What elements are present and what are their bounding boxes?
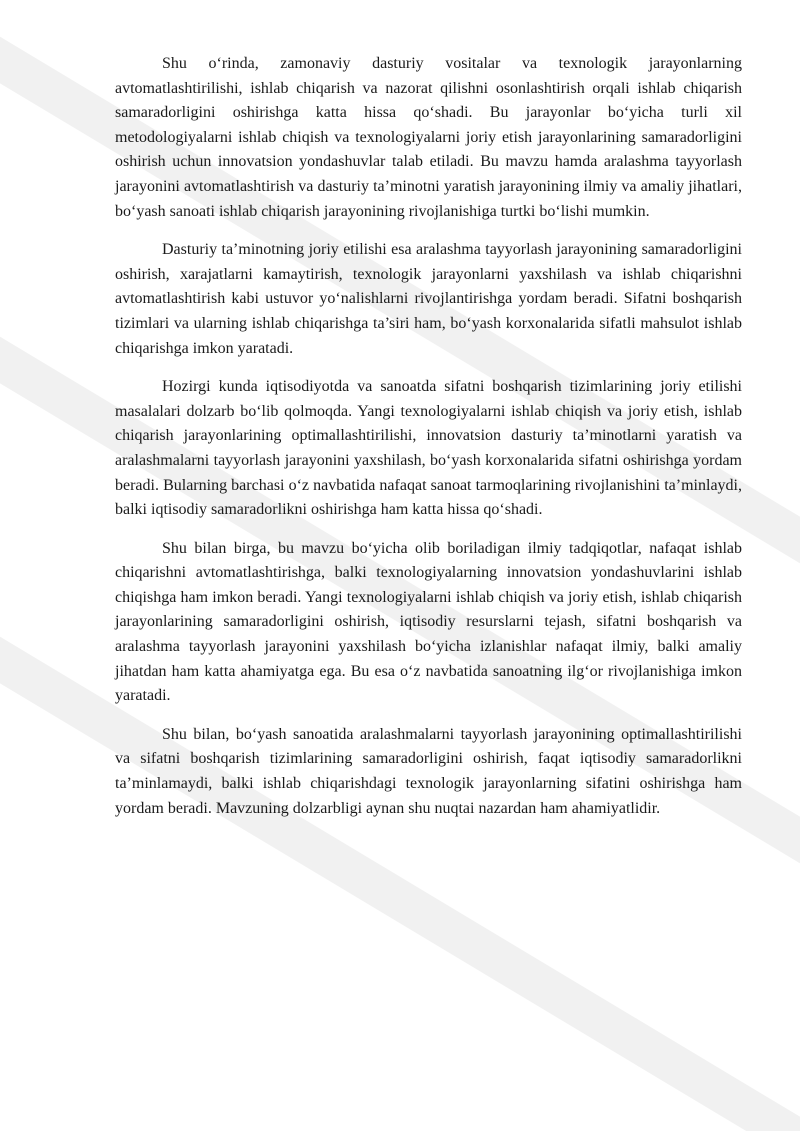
paragraph: Shu bilan birga, bu mavzu bo‘yicha olib boriladigan ilmiy tadqiqotlar, nafaqat ishlab chiqarishni avtomatlashtirishga, balki texnologiyalarning innovatsion yondashuvlarini ishlab chiqishga ham imkon beradi. Yangi texnologiyalarni ishlab chiqish va joriy etish, ishlab chiqarish jarayonlarining samaradorligini oshirish, iqtisodiy resurslarni tejash, sifatni boshqarish va aralashma tayyorlash jarayonini yaxshilash bo‘yicha izlanishlar nafaqat ilmiy, balki amaliy jihatdan ham katta ahamiyatga ega. Bu esa o‘z navbatida sanoatning ilg‘or rivojlanishiga imkon yaratadi.: [115, 539, 742, 705]
paragraph: Dasturiy ta’minotning joriy etilishi esa aralashma tayyorlash jarayonining samaradorligini oshirish, xarajatlarni kamaytirish, texnologik jarayonlarni yaxshilash va ishlab chiqarishni avtomatlashtirish kabi ustuvor yo‘nalishlarni rivojlantirishga yordam beradi. Sifatni boshqarish tizimlari va ularning ishlab chiqarishga ta’siri ham, bo‘yash korxonalarida sifatli mahsulot ishlab chiqarishga imkon yaratadi.: [115, 241, 742, 357]
paragraph: Hozirgi kunda iqtisodiyotda va sanoatda sifatni boshqarish tizimlarining joriy etilishi masalalari dolzarb bo‘lib qolmoqda. Yangi texnologiyalarni ishlab chiqish va joriy etish, ishlab chiqarish jarayonlarining optimallashtirilishi, innovatsion dasturiy ta’minotlarni yaratish va aralashmalarni tayyorlash jarayonini yaxshilash, bo‘yash korxonalarida sifatni oshirishga yordam beradi. Bularning barchasi o‘z navbatida nafaqat sanoat tarmoqlarining rivojlanishini ta’minlaydi, balki iqtisodiy samaradorlikni oshirishga ham katta hissa qo‘shadi.: [115, 378, 742, 519]
document-page: [115, 52, 742, 835]
paragraph: Shu bilan, bo‘yash sanoatida aralashmalarni tayyorlash jarayonining optimallashtirilishi va sifatni boshqarish tizimlarining samaradorligini oshirish, faqat iqtisodiy samaradorlikni ta’minlamaydi, balki ishlab chiqarishdagi texnologik jarayonlarning sifatini oshirishga ham yordam beradi. Mavzuning dolzarbligi aynan shu nuqtai nazardan ham ahamiyatlidir.: [115, 725, 742, 817]
paragraph: Shu o‘rinda, zamonaviy dasturiy vositalar va texnologik jarayonlarning avtomatlashtirilishi, ishlab chiqarish va nazorat qilishni osonlashtirish orqali ishlab chiqarish samaradorligini oshirishga katta hissa qo‘shadi. Bu jarayonlar bo‘yicha turli xil metodologiyalarni ishlab chiqish va texnologiyalarni joriy etish jarayonlarining samaradorligini oshirish uchun innovatsion yondashuvlar talab etiladi. Bu mavzu hamda aralashma tayyorlash jarayonini avtomatlashtirish va dasturiy ta’minotni yaratish jarayonining ilmiy va amaliy jihatlari, bo‘yash sanoati ishlab chiqarish jarayonining rivojlanishiga turtki bo‘lishi mumkin.: [115, 55, 742, 220]
